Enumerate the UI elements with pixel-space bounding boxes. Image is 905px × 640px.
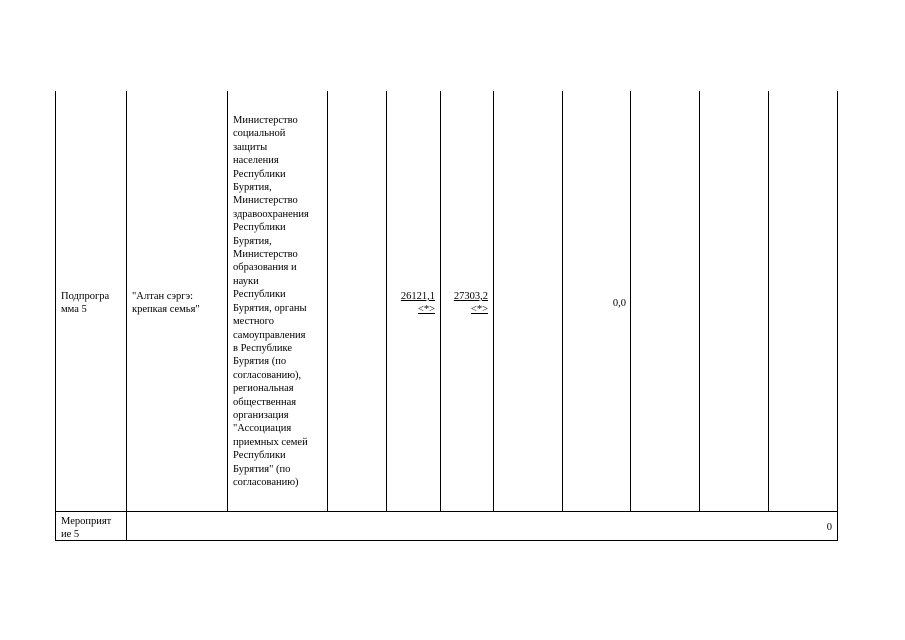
row1-program-name: "Алтан сэргэ: крепкая семья"	[132, 291, 200, 316]
col-border-1	[126, 91, 127, 541]
col-border-left	[55, 91, 56, 541]
row2-category: Мероприят ие 5	[61, 516, 112, 541]
col-border-8	[630, 91, 631, 512]
col-border-4	[386, 91, 387, 512]
row1-value-3: 0,0	[612, 298, 626, 309]
row1-value-2-link[interactable]: 27303,2 <*>	[453, 291, 488, 316]
col-border-6	[493, 91, 494, 512]
col-border-5	[440, 91, 441, 512]
col-border-right	[837, 91, 838, 541]
col-border-2	[227, 91, 228, 512]
row1-category: Подпрогра мма 5	[61, 291, 110, 316]
col-border-7	[562, 91, 563, 512]
row2-value: 0	[826, 522, 832, 533]
row2-bottom-border	[55, 540, 838, 541]
row1-executors: Министерство социальной защиты населения Республики Бурятия, Министерство здравоохранения Республики Бурятия, Министерство образования и науки Республики Бурятия, органы местного самоуправления в Республике Бурятия (по согласованию), региональная общественная организация "Ассоциация приемных семей Республики Бурятия" (по согласованию)	[233, 115, 309, 488]
col-border-3	[327, 91, 328, 512]
col-border-10	[768, 91, 769, 512]
col-border-9	[699, 91, 700, 512]
row1-value-1-link[interactable]: 26121,1 <*>	[400, 291, 435, 316]
row2-top-border	[55, 511, 838, 512]
